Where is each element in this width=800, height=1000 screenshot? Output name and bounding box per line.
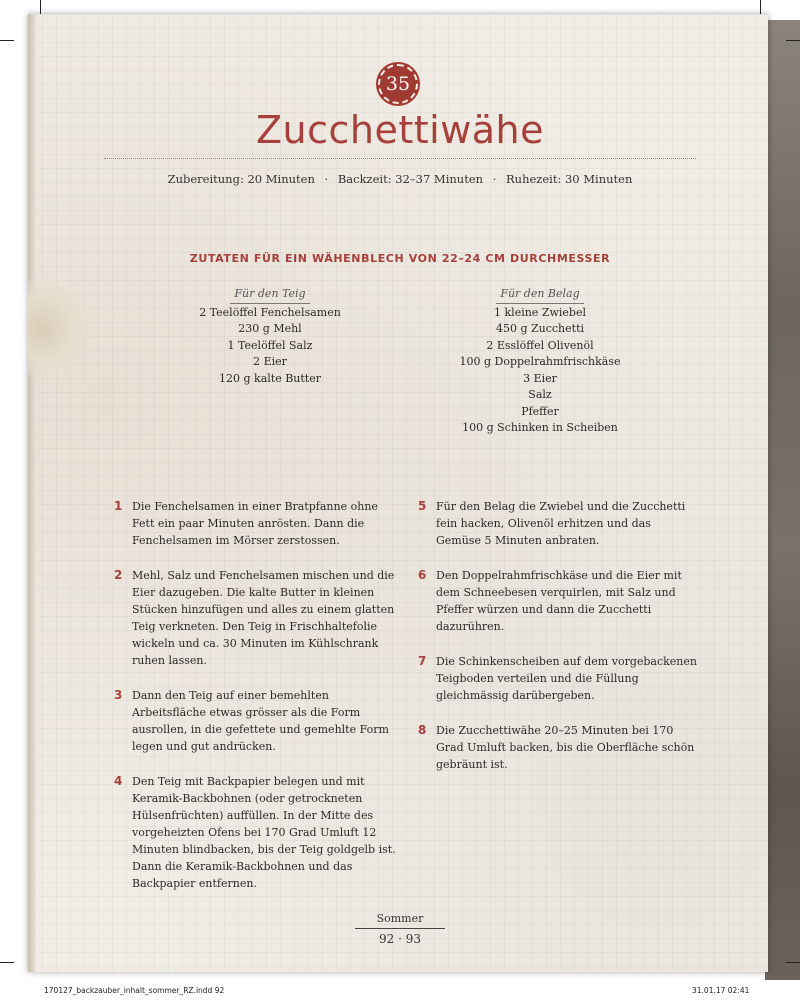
step-number: 5 (418, 499, 427, 513)
separator: · (492, 172, 497, 186)
crop-mark (40, 0, 41, 14)
steps-right-column (418, 498, 698, 791)
ingredient-item: Pfeffer (521, 404, 559, 418)
ingredient-item: 100 g Doppelrahmfrischkäse (459, 355, 621, 368)
step-text: Die Fenchelsamen in einer Bratpfanne ohne Fett ein paar Minuten anrösten. Dann die Fenchelsamen im Mörser zerstossen. (132, 500, 378, 547)
ingredient-item: 2 Teelöffel Fenchelsamen (199, 305, 341, 319)
topping-ingredients (425, 286, 655, 437)
step-text: Mehl, Salz und Fenchelsamen mischen und die Eier dazugeben. Die kalte Butter in kleinen Stücken hinzufügen und alles zu einem glatten Teig verkneten. Den Teig in Frischhaltefolie wickeln und ca. 30 Minuten im Kühlschrank ruhen lassen. (132, 569, 395, 667)
step-8 (418, 722, 698, 773)
step-text: Die Zucchettiwähe 20–25 Minuten bei 170 Grad Umluft backen, bis die Oberfläche schön gebräunt ist. (436, 724, 695, 771)
ingredient-item: 230 g Mehl (238, 322, 302, 335)
rest-time: Ruhezeit: 30 Minuten (506, 172, 633, 186)
section-name: Sommer (376, 912, 424, 925)
print-slug-date: 31.01.17 02:41 (692, 986, 750, 995)
ingredient-item: 1 Teelöffel Salz (227, 338, 313, 352)
dough-ingredients (170, 286, 370, 387)
ingredient-item: 1 kleine Zwiebel (494, 305, 586, 319)
footer-divider (355, 928, 445, 929)
crop-mark (786, 40, 800, 41)
step-6 (418, 567, 698, 635)
step-5 (418, 498, 698, 549)
crop-mark (0, 962, 14, 963)
dough-subtitle: Für den Teig (230, 286, 309, 304)
ingredient-item: 450 g Zucchetti (495, 322, 585, 335)
background-photo-edge (765, 20, 800, 980)
separator: · (324, 172, 329, 186)
page-numbers: 92 · 93 (379, 932, 421, 946)
step-text: Den Teig mit Backpapier belegen und mit Keramik-Backbohnen (oder getrockneten Hülsenfrüchten) auffüllen. In der Mitte des vorgeheizten Ofens bei 170 Grad Umluft 12 Minuten blindbacken, bis der Teig goldgelb ist. Dann die Keramik-Backbohnen und das Backpapier entfernen. (132, 775, 396, 890)
steps-left-column (114, 498, 399, 910)
topping-subtitle: Für den Belag (496, 286, 583, 304)
ingredient-item: 100 g Schinken in Scheiben (462, 421, 618, 434)
step-3 (114, 687, 399, 755)
step-1 (114, 498, 399, 549)
ingredient-item: 120 g kalte Butter (219, 371, 321, 385)
crop-mark (0, 40, 14, 41)
step-text: Den Doppelrahmfrischkäse und die Eier mit dem Schneebesen verquirlen, mit Salz und Pfeffer würzen und dann die Zucchetti dazurühren. (436, 569, 682, 633)
paper-tear (28, 274, 98, 384)
recipe-title: Zucchettiwähe (255, 108, 545, 152)
paper-edge (28, 14, 36, 972)
step-text: Die Schinkenscheiben auf dem vorgebackenen Teigboden verteilen und die Füllung gleichmässig darübergeben. (436, 655, 697, 702)
crop-mark (760, 0, 761, 14)
print-slug-file: 170127_backzauber_inhalt_sommer_RZ.indd 92 (44, 986, 225, 995)
recipe-number-badge: 35 (378, 64, 418, 104)
step-7 (418, 653, 698, 704)
ingredients-heading: ZUTATEN FÜR EIN WÄHENBLECH VON 22–24 CM DURCHMESSER (189, 252, 611, 265)
step-text: Dann den Teig auf einer bemehlten Arbeitsfläche etwas grösser als die Form ausrollen, in die gefettete und gemehlte Form legen und gut andrücken. (132, 689, 389, 753)
step-number: 1 (114, 499, 123, 513)
step-4 (114, 773, 399, 892)
recipe-times (0, 172, 800, 186)
crop-mark (786, 962, 800, 963)
step-number: 7 (418, 654, 427, 668)
step-number: 2 (114, 568, 123, 582)
step-text: Für den Belag die Zwiebel und die Zucchetti fein hacken, Olivenöl erhitzen und das Gemüse 5 Minuten anbraten. (436, 500, 686, 547)
ingredient-item: 3 Eier (523, 371, 557, 385)
step-number: 6 (418, 568, 427, 582)
prep-time: Zubereitung: 20 Minuten (167, 172, 315, 186)
step-2 (114, 567, 399, 669)
ingredient-item: 2 Eier (253, 355, 287, 368)
step-number: 4 (114, 774, 123, 788)
ingredient-item: 2 Esslöffel Olivenöl (486, 338, 594, 352)
dotted-divider (104, 158, 696, 159)
bake-time: Backzeit: 32–37 Minuten (337, 172, 484, 186)
step-number: 8 (418, 723, 427, 737)
step-number: 3 (114, 688, 123, 702)
ingredient-item: Salz (528, 388, 552, 401)
